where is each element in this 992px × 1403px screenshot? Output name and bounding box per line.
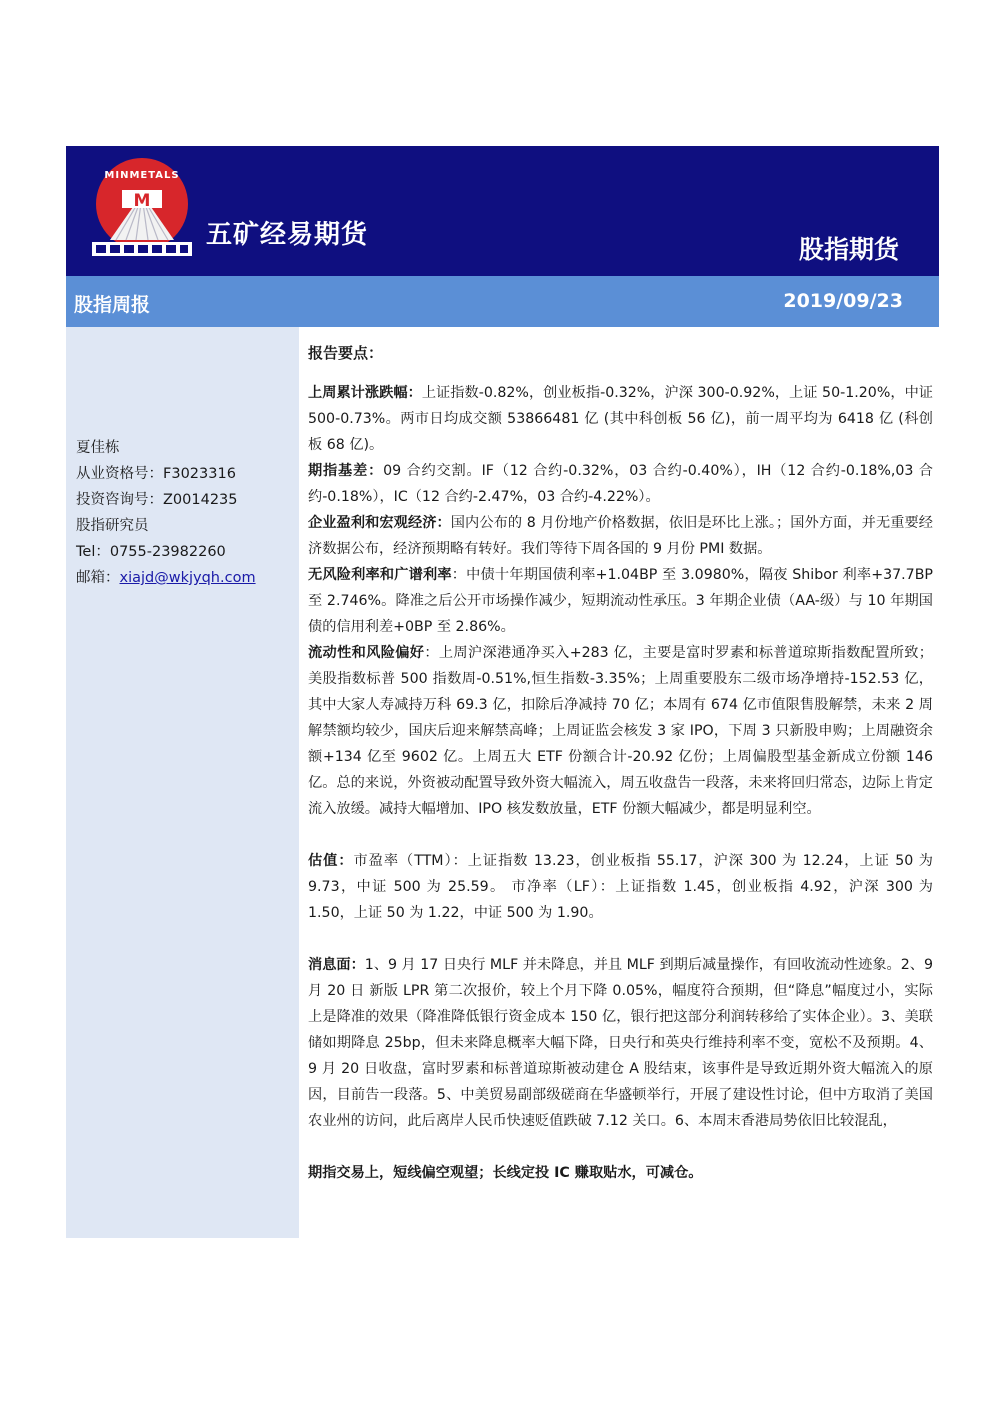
analyst-sidebar (66, 327, 299, 1238)
section-label: 估值： (308, 853, 354, 869)
analyst-email-row (76, 565, 256, 591)
section-label: 流动性和风险偏好 (308, 645, 425, 661)
section-text: 1、9 月 17 日央行 MLF 并未降息，并且 MLF 到期后减量操作，有回收流动性迹象。2、9 月 20 日 新版 LPR 第二次报价，较上个月下降 0.05%，幅度符合预期，但“降息”幅度过小，实际上是降准的效果（降准降低银行资金成本 150 亿，银行把这部分利润转移给了实体企业）。3、美联储如期降息 25bp，但未来降息概率大幅下降，日央行和英央行维持利率不变，宽松不及预期。4、9 月 20 日收盘，富时罗素和标普道琼斯被动建仓 A 股结束，该事件是导致近期外资大幅流入的原因，目前告一段落。5、中美贸易副部级磋商在华盛顿举行，开展了建设性讨论，但中方取消了美国农业州的访问，此后离岸人民币快速贬值跌破 7.12 关口。6、本周末香港局势依旧比较混乱， (308, 957, 933, 1129)
analyst-role: 股指研究员 (76, 518, 149, 534)
minmetals-logo (90, 154, 194, 258)
section-label: 期指基差： (308, 463, 384, 479)
svg-text:MINMETALS: MINMETALS (104, 170, 180, 181)
page-title: 股指期货 (798, 235, 899, 264)
analyst-tel: Tel：0755-23982260 (76, 544, 226, 560)
spacer (308, 822, 933, 848)
section-label: 上周累计涨跌幅： (308, 385, 422, 401)
spacer (308, 1134, 933, 1160)
email-link[interactable]: xiajd@wkjyqh.com (119, 570, 256, 586)
section-valuation (308, 848, 933, 926)
section-rates (308, 562, 933, 640)
company-name: 五矿经易期货 (206, 220, 369, 250)
section-text: ：上周沪深港通净买入+283 亿，主要是富时罗素和标普道琼斯指数配置所致；美股指数标普 500 指数周-0.51%,恒生指数-3.35%；上周重要股东二级市场净增持-152.53 亿，其中大家人寿减持万科 69.3 亿，扣除后净减持 70 亿；本周有 674 亿市值限售股解禁，未来 2 周解禁额均较少，国庆后迎来解禁高峰；上周证监会核发 3 家 IPO，下周 3 只新股申购；上周融资余额+134 亿至 9602 亿。上周五大 ETF 份额合计-20.92 亿份；上周偏股型基金新成立份额 146 亿。总的来说，外资被动配置导致外资大幅流入，周五收盘告一段落，未来将回归常态，边际上肯定流入放缓。减持大幅增加、IPO 核发数放量，ETF 份额大幅减少，都是明显利空。 (308, 645, 933, 817)
section-liquidity (308, 640, 933, 822)
report-subheader (66, 276, 939, 327)
section-label: 消息面： (308, 957, 365, 973)
conclusion: 期指交易上，短线偏空观望；长线定投 IC 赚取贴水，可减仓。 (308, 1165, 703, 1181)
section-text: 上证指数-0.82%，创业板指-0.32%，沪深 300-0.92%，上证 50-1.20%，中证 500-0.73%。两市日均成交额 53866481 亿 (其中科创板 56 亿)，前一周平均为 6418 亿 (科创板 68 亿)。 (308, 385, 933, 453)
section-weekly-change (308, 380, 933, 458)
analyst-qualification: 从业资格号：F3023316 (76, 466, 236, 482)
section-text: 市盈率（TTM）：上证指数 13.23，创业板指 55.17，沪深 300 为 12.24，上证 50 为 9.73，中证 500 为 25.59。 市净率（LF）：上证指数 1.45，创业板指 4.92，沪深 300 为 1.50，上证 50 为 1.22，中证 500 为 1.90。 (308, 853, 933, 921)
section-text: ：中债十年期国债利率+1.04BP 至 3.0980%，隔夜 Shibor 利率+37.7BP 至 2.746%。降准之后公开市场操作减少，短期流动性承压。3 年期企业债（AA-级）与 10 年期国债的信用利差+0BP 至 2.86%。 (308, 567, 933, 635)
analyst-name: 夏佳栋 (76, 440, 120, 456)
report-body (308, 340, 933, 1186)
report-date: 2019/09/23 (783, 290, 903, 312)
header-banner (66, 146, 939, 276)
section-label: 无风险利率和广谱利率 (308, 567, 452, 583)
report-heading: 报告要点： (308, 344, 384, 362)
section-label: 企业盈利和宏观经济： (308, 515, 451, 531)
svg-text:M: M (133, 191, 151, 211)
section-text: 09 合约交割。IF（12 合约-0.32%，03 合约-0.40%），IH（12 合约-0.18%,03 合约-0.18%），IC（12 合约-2.47%，03 合约-4.22%）。 (308, 463, 933, 505)
email-label: 邮箱： (76, 570, 120, 586)
spacer (308, 926, 933, 952)
section-macro (308, 510, 933, 562)
section-basis (308, 458, 933, 510)
analyst-contact (76, 435, 256, 591)
report-type: 股指周报 (74, 294, 151, 316)
analyst-consulting-id: 投资咨询号：Z0014235 (76, 492, 238, 508)
section-text: 国内公布的 8 月份地产价格数据，依旧是环比上涨。；国外方面，并无重要经济数据公布，经济预期略有转好。我们等待下周各国的 9 月份 PMI 数据。 (308, 515, 933, 557)
section-news (308, 952, 933, 1134)
